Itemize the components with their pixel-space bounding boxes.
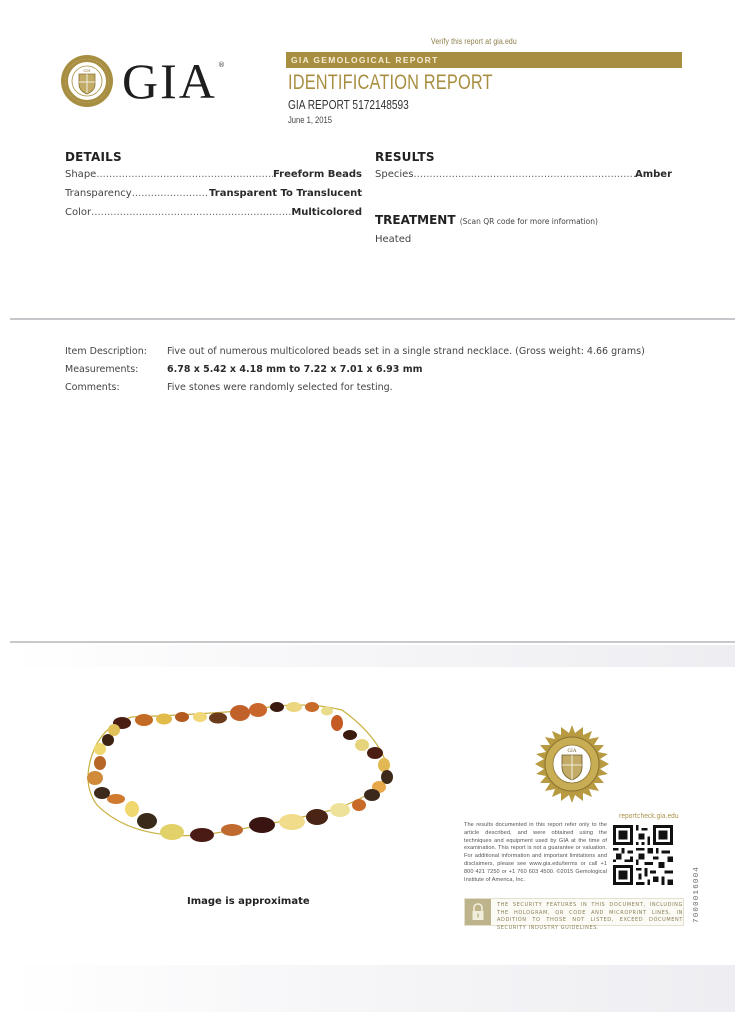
results-title: RESULTS — [375, 150, 435, 164]
leader-dots — [96, 169, 273, 180]
security-text: THE SECURITY FEATURES IN THIS DOCUMENT, INCLUDING THE HOLOGRAM, QR CODE AND MICROPRINT LINES, IN ADDITION TO THOSE NOT LISTED, EXCEED DOCUMENT SECURITY INDUSTRY GUIDELINES. — [497, 902, 683, 931]
row-label: Color — [65, 207, 92, 218]
details-section — [65, 150, 362, 226]
details-title: DETAILS — [65, 150, 122, 164]
treatment-heading — [375, 213, 598, 227]
row-label: Comments: — [65, 382, 120, 393]
image-caption: Image is approximate — [187, 896, 310, 907]
comments-row — [65, 382, 685, 400]
report-type-title: IDENTIFICATION REPORT — [288, 71, 493, 94]
report-date: June 1, 2015 — [288, 115, 332, 126]
svg-text:GIA: GIA — [83, 68, 91, 73]
leader-dots — [414, 169, 635, 180]
banner-label: GIA GEMOLOGICAL REPORT — [291, 55, 439, 65]
registered-mark: ® — [218, 61, 225, 69]
details-row-color — [65, 207, 362, 226]
row-value: Five stones were randomly selected for testing. — [167, 382, 393, 393]
gia-seal-icon — [533, 725, 611, 803]
row-value: Five out of numerous multicolored beads set in a single strand necklace. (Gross weight: 4.66 grams) — [167, 346, 645, 357]
row-label: Transparency — [65, 188, 132, 199]
treatment-note: (Scan QR code for more information) — [459, 217, 598, 226]
treatment-title: TREATMENT — [375, 213, 456, 227]
details-row-shape — [65, 169, 362, 188]
svg-text:GIA: GIA — [567, 749, 577, 754]
reportcheck-link[interactable]: reportcheck.gia.edu — [619, 812, 679, 820]
row-value: Amber — [634, 169, 672, 180]
row-label: Measurements: — [65, 364, 139, 375]
report-banner — [286, 52, 682, 68]
gia-seal-icon — [60, 54, 114, 108]
row-label: Species — [375, 169, 414, 180]
gia-logo: GIA — [122, 53, 217, 109]
item-info — [65, 346, 685, 400]
background-band — [10, 965, 735, 1012]
row-value: Multicolored — [291, 207, 362, 218]
serial-number — [693, 865, 707, 923]
row-label: Item Description: — [65, 346, 147, 357]
disclaimer-text: The results documented in this report refer only to the article described, and were obtained using the techniques and equipment used by GIA at the time of examination. This report is not a guarantee or valuation. For additional information and important limitations and disclaimers, please see www.gia.edu/terms or call +1 800 421 7250 or +1 760 603 4500. ©2015 Gemological Institute of America, Inc. — [464, 822, 607, 883]
section-divider — [10, 641, 735, 643]
item-description-row — [65, 346, 685, 364]
verify-link[interactable]: Verify this report at gia.edu — [431, 37, 517, 46]
leader-dots — [132, 188, 209, 199]
row-value: Freeform Beads — [272, 169, 362, 180]
measurements-row — [65, 364, 685, 382]
results-section — [375, 150, 672, 188]
background-band — [10, 645, 735, 667]
leader-dots — [91, 207, 291, 218]
report-number: GIA REPORT 5172148593 — [288, 97, 409, 112]
qr-code-icon[interactable] — [613, 825, 673, 885]
treatment-value: Heated — [375, 234, 412, 245]
section-divider — [10, 318, 735, 320]
security-notice — [464, 898, 684, 931]
results-row-species — [375, 169, 672, 188]
row-value: 6.78 x 5.42 x 4.18 mm to 7.22 x 7.01 x 6.93 mm — [167, 364, 423, 375]
lock-icon — [465, 899, 491, 925]
details-row-transparency — [65, 188, 362, 207]
row-label: Shape — [65, 169, 97, 180]
serial-text: 7000016004 — [693, 865, 701, 923]
row-value: Transparent To Translucent — [209, 188, 362, 199]
necklace-image — [72, 695, 412, 855]
